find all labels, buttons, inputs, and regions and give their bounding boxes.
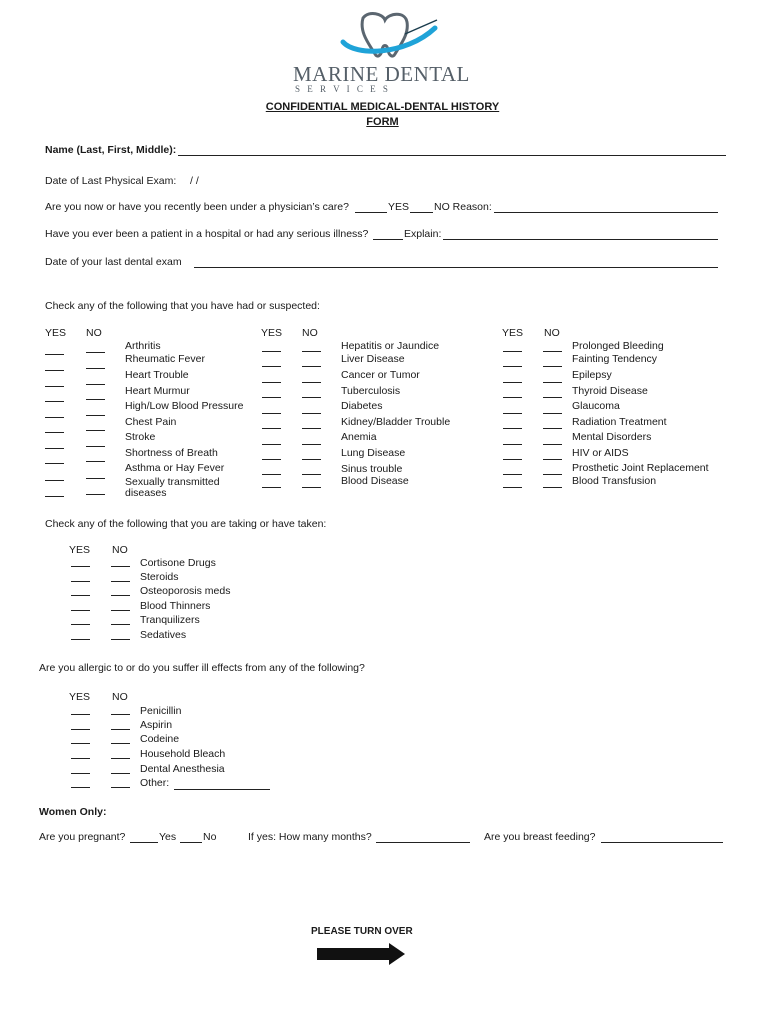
condition-label: Diabetes [341, 400, 383, 412]
condition-yes-blank[interactable] [503, 428, 522, 429]
condition-label: High/Low Blood Pressure [125, 400, 244, 412]
condition-label: Rheumatic Fever [125, 353, 205, 365]
allergy-yes-blank[interactable] [71, 714, 90, 715]
condition-label: Fainting Tendency [572, 353, 658, 365]
allergy-label: Household Bleach [140, 748, 226, 760]
condition-label: Heart Trouble [125, 369, 189, 381]
condition-no-blank[interactable] [302, 397, 321, 398]
medication-no-blank[interactable] [111, 610, 130, 611]
condition-label: Sexually transmitted [125, 476, 220, 488]
condition-no-blank[interactable] [86, 384, 105, 385]
medication-label: Steroids [140, 571, 179, 583]
condition-no-blank[interactable] [302, 413, 321, 414]
condition-no-blank[interactable] [302, 428, 321, 429]
condition-label: Kidney/Bladder Trouble [341, 416, 451, 428]
medication-label: Osteoporosis meds [140, 585, 231, 597]
conditions-intro: Check any of the following that you have had or suspected: [45, 300, 320, 312]
medication-yes-blank[interactable] [71, 566, 90, 567]
allergies-no-header: NO [112, 691, 128, 703]
condition-yes-blank[interactable] [45, 417, 64, 418]
conditions-col1-yes-header: YES [45, 327, 67, 339]
condition-no-blank[interactable] [86, 352, 105, 353]
medications-intro: Check any of the following that you are taking or have taken: [45, 518, 327, 530]
pregnant-no-line[interactable] [180, 842, 202, 843]
condition-label: Tuberculosis [341, 385, 401, 397]
condition-label: Anemia [341, 431, 377, 443]
condition-yes-blank[interactable] [503, 413, 522, 414]
conditions-col2-yes-header: YES [261, 327, 283, 339]
condition-label: Blood Disease [341, 475, 409, 487]
months-question: If yes: How many months? [248, 831, 372, 843]
medication-no-blank[interactable] [111, 566, 130, 567]
name-input-line[interactable] [178, 155, 726, 156]
medication-label: Cortisone Drugs [140, 557, 216, 569]
condition-yes-blank[interactable] [262, 459, 281, 460]
medications-yes-header: YES [69, 544, 91, 556]
condition-no-blank[interactable] [302, 366, 321, 367]
condition-yes-blank[interactable] [262, 366, 281, 367]
condition-label: Mental Disorders [572, 431, 652, 443]
condition-label: Liver Disease [341, 353, 405, 365]
condition-no-blank[interactable] [543, 382, 562, 383]
medication-label: Tranquilizers [140, 614, 200, 626]
condition-no-blank[interactable] [543, 459, 562, 460]
condition-yes-blank[interactable] [45, 480, 64, 481]
months-line[interactable] [376, 842, 470, 843]
medication-no-blank[interactable] [111, 624, 130, 625]
condition-no-blank[interactable] [86, 461, 105, 462]
condition-label: Glaucoma [572, 400, 620, 412]
dental-exam-line[interactable] [194, 267, 718, 268]
medication-no-blank[interactable] [111, 639, 130, 640]
condition-label: Radiation Treatment [572, 416, 667, 428]
condition-label: Prolonged Bleeding [572, 340, 664, 352]
logo [285, 8, 485, 98]
allergy-label: Penicillin [140, 705, 182, 717]
condition-yes-blank[interactable] [45, 463, 64, 464]
hospital-yes-line[interactable] [373, 239, 403, 240]
condition-yes-blank[interactable] [503, 351, 522, 352]
condition-yes-blank[interactable] [45, 354, 64, 355]
condition-label: Sinus trouble [341, 463, 403, 475]
allergy-no-blank[interactable] [111, 773, 130, 774]
condition-no-blank[interactable] [86, 415, 105, 416]
medication-yes-blank[interactable] [71, 581, 90, 582]
arrow-right-icon [317, 943, 405, 965]
condition-label: Asthma or Hay Fever [125, 462, 225, 474]
condition-yes-blank[interactable] [503, 459, 522, 460]
allergy-yes-blank[interactable] [71, 743, 90, 744]
condition-no-blank[interactable] [543, 397, 562, 398]
condition-yes-blank[interactable] [45, 496, 64, 497]
medication-label: Sedatives [140, 629, 187, 641]
condition-label: Blood Transfusion [572, 475, 657, 487]
breastfeeding-line[interactable] [601, 842, 723, 843]
allergy-yes-blank[interactable] [71, 729, 90, 730]
allergy-label: Aspirin [140, 719, 173, 731]
condition-yes-blank[interactable] [262, 382, 281, 383]
condition-no-blank[interactable] [543, 413, 562, 414]
allergies-intro: Are you allergic to or do you suffer ill effects from any of the following? [39, 662, 365, 674]
condition-yes-blank[interactable] [262, 351, 281, 352]
allergy-other-line[interactable] [174, 789, 270, 790]
condition-no-blank[interactable] [86, 430, 105, 431]
condition-yes-blank[interactable] [262, 397, 281, 398]
condition-no-blank[interactable] [302, 487, 321, 488]
condition-no-blank[interactable] [302, 382, 321, 383]
condition-yes-blank[interactable] [45, 401, 64, 402]
allergy-no-blank[interactable] [111, 787, 130, 788]
allergy-label: Other: [140, 777, 170, 789]
condition-label: Lung Disease [341, 447, 406, 459]
condition-no-blank[interactable] [543, 366, 562, 367]
condition-yes-blank[interactable] [45, 386, 64, 387]
condition-yes-blank[interactable] [45, 448, 64, 449]
conditions-col2-no-header: NO [302, 327, 318, 339]
allergy-label: Dental Anesthesia [140, 763, 225, 775]
allergy-no-blank[interactable] [111, 714, 130, 715]
medications-no-header: NO [112, 544, 128, 556]
condition-yes-blank[interactable] [262, 444, 281, 445]
dental-exam-label: Date of your last dental exam [45, 256, 182, 268]
medication-yes-blank[interactable] [71, 624, 90, 625]
medication-no-blank[interactable] [111, 595, 130, 596]
women-heading: Women Only: [39, 806, 107, 818]
condition-yes-blank[interactable] [262, 487, 281, 488]
condition-label: Shortness of Breath [125, 447, 218, 459]
condition-yes-blank[interactable] [45, 370, 64, 371]
allergy-yes-blank[interactable] [71, 773, 90, 774]
form-title-line2: FORM [366, 116, 399, 128]
turn-over-label: PLEASE TURN OVER [311, 926, 413, 937]
condition-label: Epilepsy [572, 369, 612, 381]
condition-label: Cancer or Tumor [341, 369, 420, 381]
condition-no-blank[interactable] [302, 444, 321, 445]
physical-exam-label: Date of Last Physical Exam: [45, 175, 177, 187]
conditions-col3-yes-header: YES [502, 327, 524, 339]
condition-yes-blank[interactable] [503, 444, 522, 445]
condition-no-blank[interactable] [302, 459, 321, 460]
condition-yes-blank[interactable] [503, 474, 522, 475]
conditions-col1-no-header: NO [86, 327, 102, 339]
pregnant-yes-line[interactable] [130, 842, 158, 843]
physician-question: Are you now or have you recently been under a physician’s care? [45, 201, 349, 213]
physician-no-reason-label: NO Reason: [434, 201, 492, 213]
condition-label: Chest Pain [125, 416, 177, 428]
condition-label: HIV or AIDS [572, 447, 629, 459]
medication-yes-blank[interactable] [71, 595, 90, 596]
medication-yes-blank[interactable] [71, 610, 90, 611]
allergy-no-blank[interactable] [111, 729, 130, 730]
physician-reason-line[interactable] [494, 212, 718, 213]
condition-no-blank[interactable] [543, 474, 562, 475]
condition-no-blank[interactable] [543, 444, 562, 445]
condition-no-blank[interactable] [86, 368, 105, 369]
hospital-question: Have you ever been a patient in a hospital or had any serious illness? [45, 228, 369, 240]
condition-no-blank[interactable] [86, 494, 105, 495]
medication-yes-blank[interactable] [71, 639, 90, 640]
condition-label: Heart Murmur [125, 385, 190, 397]
pregnant-no-label: No [203, 831, 217, 843]
condition-yes-blank[interactable] [503, 382, 522, 383]
condition-no-blank[interactable] [302, 351, 321, 352]
hospital-explain-label: Explain: [404, 228, 442, 240]
condition-label: Stroke [125, 431, 156, 443]
condition-yes-blank[interactable] [503, 397, 522, 398]
condition-yes-blank[interactable] [262, 413, 281, 414]
logo-tagline: S E R V I C E S [295, 84, 391, 94]
condition-label: Prosthetic Joint Replacement [572, 462, 709, 474]
condition-no-blank[interactable] [86, 446, 105, 447]
name-label: Name (Last, First, Middle): [45, 144, 177, 156]
condition-no-blank[interactable] [543, 487, 562, 488]
physician-yes-line[interactable] [355, 212, 387, 213]
conditions-col3-no-header: NO [544, 327, 560, 339]
allergy-yes-blank[interactable] [71, 787, 90, 788]
medication-label: Blood Thinners [140, 600, 211, 612]
condition-label: Hepatitis or Jaundice [341, 340, 440, 352]
medication-no-blank[interactable] [111, 581, 130, 582]
form-title-line1: CONFIDENTIAL MEDICAL-DENTAL HISTORY [265, 101, 500, 113]
allergy-yes-blank[interactable] [71, 758, 90, 759]
physical-exam-date[interactable]: / / [190, 175, 199, 187]
form-title [0, 101, 770, 128]
condition-yes-blank[interactable] [262, 474, 281, 475]
condition-label: Arthritis [125, 340, 161, 352]
breastfeeding-question: Are you breast feeding? [484, 831, 596, 843]
hospital-explain-line[interactable] [443, 239, 718, 240]
pregnant-yes-label: Yes [159, 831, 177, 843]
condition-label: Thyroid Disease [572, 385, 648, 397]
allergy-no-blank[interactable] [111, 758, 130, 759]
tooth-logo-icon [285, 8, 485, 68]
condition-yes-blank[interactable] [503, 366, 522, 367]
pregnant-question: Are you pregnant? [39, 831, 126, 843]
condition-no-blank[interactable] [86, 399, 105, 400]
condition-no-blank[interactable] [543, 351, 562, 352]
logo-name: MARINE DENTAL [293, 62, 470, 86]
allergies-yes-header: YES [69, 691, 91, 703]
condition-label: diseases [125, 487, 167, 499]
physician-no-line[interactable] [410, 212, 433, 213]
allergy-no-blank[interactable] [111, 743, 130, 744]
condition-no-blank[interactable] [86, 478, 105, 479]
condition-yes-blank[interactable] [503, 487, 522, 488]
condition-yes-blank[interactable] [262, 428, 281, 429]
allergy-label: Codeine [140, 733, 180, 745]
physician-yes-label: YES [388, 201, 410, 213]
condition-no-blank[interactable] [302, 474, 321, 475]
condition-yes-blank[interactable] [45, 432, 64, 433]
condition-no-blank[interactable] [543, 428, 562, 429]
